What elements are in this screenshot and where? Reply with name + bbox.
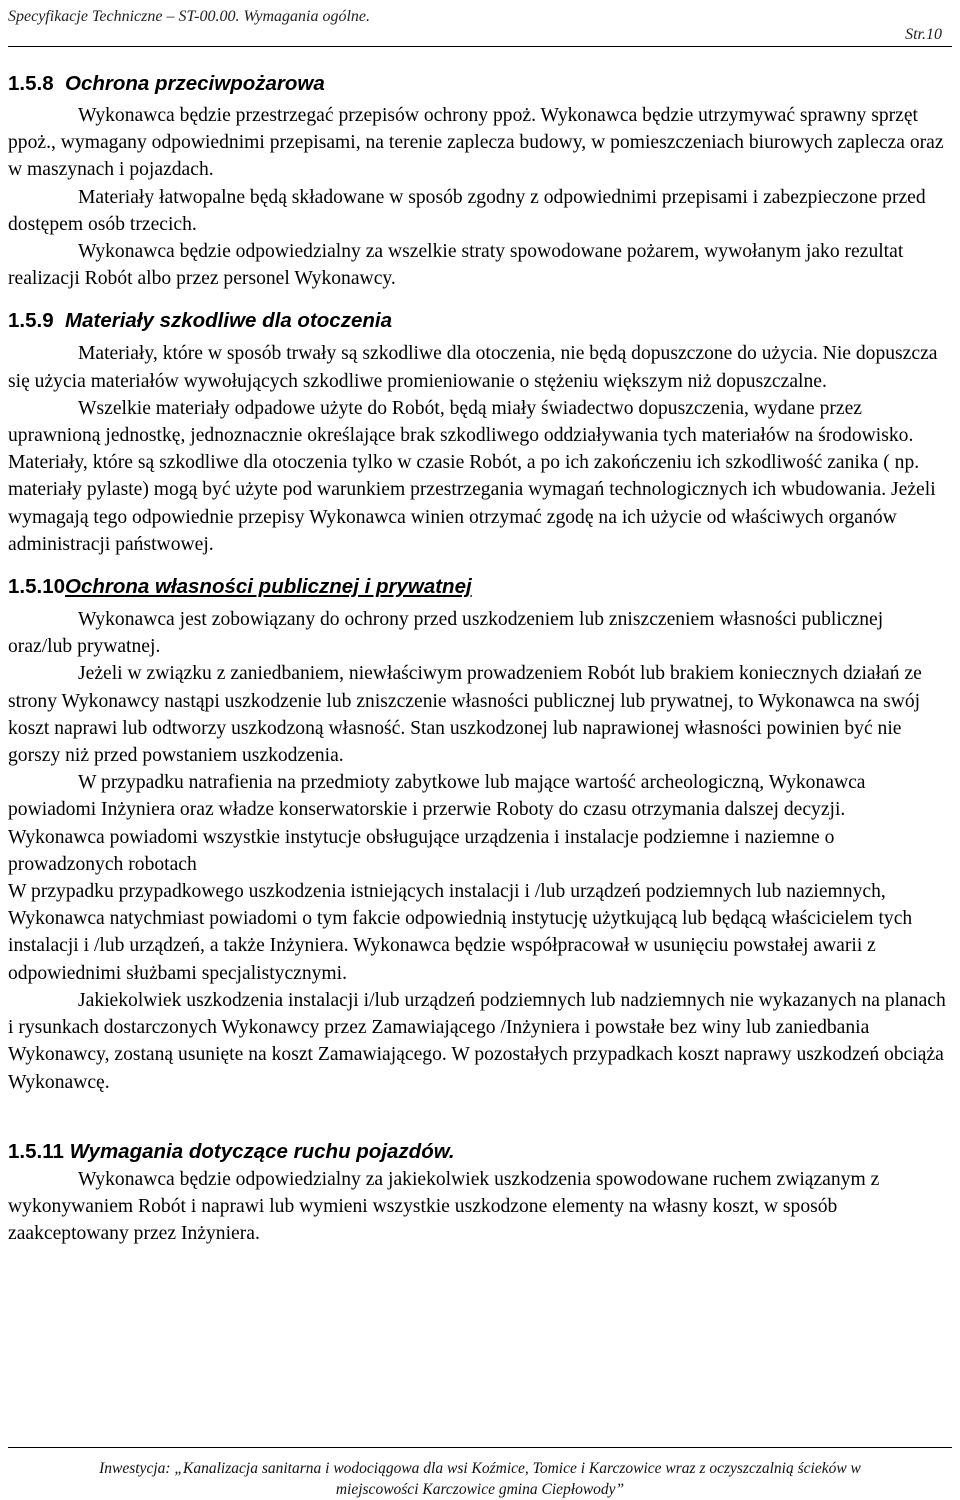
section-title: Wymagania dotyczące ruchu pojazdów.: [69, 1139, 455, 1163]
paragraph: Materiały łatwopalne będą składowane w sposób zgodny z odpowiednimi przepisami i zabezpieczone przed dostępem osób trzecich.: [8, 186, 926, 235]
header-title: Specyfikacje Techniczne – ST-00.00. Wymagania ogólne.: [8, 8, 370, 25]
paragraph: Wykonawca jest zobowiązany do ochrony przed uszkodzeniem lub zniszczeniem własności publicznej oraz/lub prywatnej.: [8, 609, 884, 658]
section-heading-1-5-11: [8, 1138, 952, 1166]
paragraph: Wykonawca powiadomi wszystkie instytucje obsługujące urządzenia i instalacje podziemne i naziemne o prowadzonych robotach: [8, 826, 835, 875]
paragraph: Jeżeli w związku z zaniedbaniem, niewłaściwym prowadzeniem Robót lub brakiem koniecznych działań ze strony Wykonawcy nastąpi uszkodzenie lub zniszczenie własności publicznej lub prywatnej, to Wykonawca na swój koszt naprawi lub odtworzy uszkodzoną własność. Stan uszkodzonej lub naprawionej własności powinien być nie gorszy niż przed powstaniem uszkodzenia.: [8, 663, 922, 767]
paragraph: Jakiekolwiek uszkodzenia instalacji i/lub urządzeń podziemnych lub nadziemnych nie wykazanych na planach i rysunkach dostarczonych Wykonawcy przez Zamawiającego /Inżyniera i powstałe bez winy lub zaniedbania Wykonawcy, zostaną usunięte na koszt Zamawiającego. W pozostałych przypadkach koszt naprawy uszkodzeń obciąża Wykonawcę.: [8, 989, 946, 1093]
footer-text: „Kanalizacja sanitarna i wodociągowa dla wsi Koźmice, Tomice i Karczowice wraz z oczyszczalnią ścieków w: [174, 1460, 861, 1477]
document-body: [8, 70, 952, 1247]
section-number: 1.5.11: [8, 1139, 64, 1163]
footer-line-2: miejscowości Karczowice gmina Ciepłowody”: [335, 1481, 625, 1498]
section-title: Ochrona przeciwpożarowa: [65, 72, 325, 95]
section-heading-1-5-9: [8, 307, 952, 335]
footer-line-1: [8, 1458, 952, 1479]
page-header: [8, 6, 952, 47]
paragraph: W przypadku natrafienia na przedmioty zabytkowe lub mające wartość archeologiczną, Wykonawca powiadomi Inżyniera oraz władze konserwatorskie i przerwie Roboty do czasu otrzymania dalszej decyzji.: [8, 772, 866, 821]
footer-label: Inwestycja:: [99, 1460, 171, 1477]
page-footer: [8, 1447, 952, 1500]
paragraph: Wszelkie materiały odpadowe użyte do Robót, będą miały świadectwo dopuszczenia, wydane przez uprawnioną jednostkę, jednoznacznie określające brak szkodliwego oddziaływania tych materiałów na środowisko.: [8, 397, 914, 447]
page-number: Str.10: [905, 26, 942, 43]
paragraph: Wykonawca będzie odpowiedzialny za wszelkie straty spowodowane pożarem, wywołanym jako rezultat realizacji Robót albo przez personel Wykonawcy.: [8, 241, 904, 290]
section-title: Materiały szkodliwe dla otoczenia: [65, 309, 392, 333]
paragraph: W przypadku przypadkowego uszkodzenia istniejących instalacji i /lub urządzeń podziemnych lub naziemnych, Wykonawca natychmiast powiadomi o tym fakcie odpowiednią instytucję użytkującą lub będącą właścicielem tych instalacji i /lub urządzeń, a także Inżyniera. Wykonawca będzie współpracował w usunięciu powstałej awarii z odpowiednimi służbami specjalistycznymi.: [8, 881, 913, 984]
section-number: 1.5.8: [8, 72, 54, 95]
section-title: Ochrona własności publicznej i prywatnej: [65, 575, 472, 599]
section-number: 1.5.10: [8, 575, 65, 599]
paragraph: Wykonawca będzie przestrzegać przepisów ochrony ppoż. Wykonawca będzie utrzymywać sprawny sprzęt ppoż., wymagany odpowiednimi przepisami, na terenie zaplecza budowy, w pomieszczeniach biurowych zaplecza oraz w maszynach i pojazdach.: [8, 105, 944, 181]
section-number: 1.5.9: [8, 309, 54, 333]
paragraph: Wykonawca będzie odpowiedzialny za jakiekolwiek uszkodzenia spowodowane ruchem związanym z wykonywaniem Robót i naprawi lub wymieni wszystkie uszkodzone elementy na własny koszt, w sposób zaakceptowany przez Inżyniera.: [8, 1168, 880, 1245]
paragraph: Materiały, które są szkodliwe dla otoczenia tylko w czasie Robót, a po ich zakończeniu ich szkodliwość zanika ( np. materiały pylaste) mogą być użyte pod warunkiem przestrzegania wymagań technologicznych ich wbudowania. Jeżeli wymagają tego odpowiednie przepisy Wykonawca winien otrzymać zgodę na ich użycie od właściwych organów administracji państwowej.: [8, 452, 936, 555]
section-heading-1-5-10: [8, 573, 952, 601]
section-heading-1-5-8: [8, 70, 952, 98]
paragraph: Materiały, które w sposób trwały są szkodliwe dla otoczenia, nie będą dopuszczone do użycia. Nie dopuszcza się użycia materiałów wywołujących szkodliwe promieniowanie o stężeniu większym niż dopuszczalne.: [8, 343, 938, 392]
